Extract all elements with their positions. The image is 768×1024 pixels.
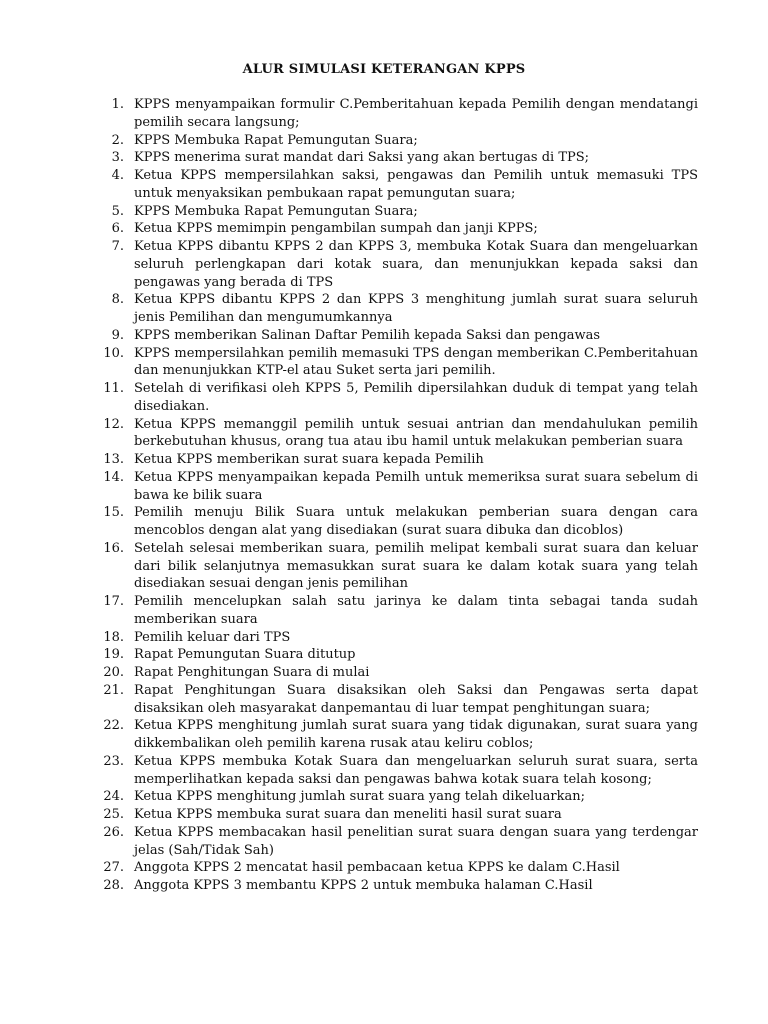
list-item-number: 11. bbox=[103, 381, 124, 396]
list-item bbox=[88, 416, 698, 452]
list-item bbox=[88, 327, 698, 345]
list-item bbox=[88, 877, 698, 895]
list-item bbox=[88, 96, 698, 132]
list-item-text: KPPS Membuka Rapat Pemungutan Suara; bbox=[134, 203, 418, 219]
list-item bbox=[88, 646, 698, 664]
list-item-text: Ketua KPPS memimpin pengambilan sumpah dan janji KPPS; bbox=[134, 221, 538, 237]
list-item-text: Ketua KPPS dibantu KPPS 2 dan KPPS 3, membuka Kotak Suara dan mengeluarkan seluruh perlengkapan dari kotak suara, dan menunjukkan kepada saksi dan pengawas yang berada di TPS bbox=[134, 239, 698, 290]
list-item bbox=[88, 220, 698, 238]
list-item bbox=[88, 806, 698, 824]
list-item-text: Ketua KPPS membuka surat suara dan meneliti hasil surat suara bbox=[134, 807, 562, 822]
list-item-number: 12. bbox=[103, 416, 124, 432]
list-item bbox=[88, 167, 698, 203]
list-item-number: 3. bbox=[111, 150, 124, 166]
list-item-number: 28. bbox=[103, 878, 124, 893]
list-item-text: Ketua KPPS dibantu KPPS 2 dan KPPS 3 menghitung jumlah surat suara seluruh jenis Pemilihan dan mengumumkannya bbox=[134, 292, 698, 325]
list-item-text: Ketua KPPS membacakan hasil penelitian surat suara dengan suara yang terdengar jelas (Sah/Tidak Sah) bbox=[134, 824, 698, 858]
list-item-number: 1. bbox=[111, 97, 124, 112]
list-item-text: KPPS menyampaikan formulir C.Pemberitahuan kepada Pemilih dengan mendatangi pemilih secara langsung; bbox=[134, 97, 698, 130]
list-item bbox=[88, 717, 698, 753]
list-item-text: Rapat Penghitungan Suara di mulai bbox=[134, 665, 370, 680]
list-item-text: Anggota KPPS 3 membantu KPPS 2 untuk membuka halaman C.Hasil bbox=[134, 878, 593, 893]
list-item bbox=[88, 788, 698, 806]
list-item-number: 18. bbox=[103, 629, 124, 645]
list-item bbox=[88, 504, 698, 540]
list-item-text: Ketua KPPS menghitung jumlah surat suara yang telah dikeluarkan; bbox=[134, 789, 586, 805]
list-item-text: Setelah di verifikasi oleh KPPS 5, Pemilih dipersilahkan duduk di tempat yang telah disediakan. bbox=[134, 381, 698, 414]
list-item-number: 8. bbox=[111, 292, 124, 308]
list-item-number: 23. bbox=[103, 753, 124, 769]
list-item-text: KPPS menerima surat mandat dari Saksi yang akan bertugas di TPS; bbox=[134, 150, 590, 166]
list-item-number: 14. bbox=[103, 469, 124, 485]
list-item-number: 10. bbox=[103, 345, 124, 361]
list-item-text: Ketua KPPS membuka Kotak Suara dan mengeluarkan seluruh surat suara, serta memperlihatkan kepada saksi dan pengawas bahwa kotak suara telah kosong; bbox=[134, 753, 698, 787]
list-item-number: 20. bbox=[103, 665, 124, 680]
list-item-text: Ketua KPPS mempersilahkan saksi, pengawas dan Pemilih untuk memasuki TPS untuk menyaksikan pembukaan rapat pemungutan suara; bbox=[134, 168, 698, 201]
list-item bbox=[88, 664, 698, 682]
list-item-text: Setelah selesai memberikan suara, pemilih melipat kembali surat suara dan keluar dari bilik selanjutnya memasukkan surat suara ke dalam kotak suara yang telah disediakan sesuai dengan jenis pemilihan bbox=[134, 540, 698, 592]
list-item bbox=[88, 451, 698, 469]
list-item-text: Pemilih menuju Bilik Suara untuk melakukan pemberian suara dengan cara mencoblos dengan alat yang disediakan (surat suara dibuka dan dicoblos) bbox=[134, 505, 698, 538]
list-item-text: KPPS memberikan Salinan Daftar Pemilih kepada Saksi dan pengawas bbox=[134, 327, 601, 343]
list-item-number: 4. bbox=[111, 168, 124, 183]
list-item bbox=[88, 345, 698, 381]
list-item-number: 6. bbox=[111, 221, 124, 237]
list-item-number: 22. bbox=[103, 718, 124, 734]
list-item-number: 7. bbox=[111, 239, 124, 254]
list-item bbox=[88, 682, 698, 718]
list-item-number: 27. bbox=[103, 860, 124, 876]
list-item bbox=[88, 132, 698, 150]
list-item-number: 25. bbox=[103, 807, 124, 822]
list-item-text: Rapat Pemungutan Suara ditutup bbox=[134, 647, 356, 663]
list-item bbox=[88, 629, 698, 647]
list-item-number: 2. bbox=[111, 132, 124, 148]
list-item-number: 9. bbox=[111, 327, 124, 343]
list-item-number: 19. bbox=[103, 647, 124, 663]
list-item bbox=[88, 753, 698, 789]
list-item bbox=[88, 149, 698, 167]
list-item-number: 24. bbox=[103, 789, 124, 805]
list-item-text: KPPS Membuka Rapat Pemungutan Suara; bbox=[134, 132, 418, 148]
list-item bbox=[88, 540, 698, 593]
list-item bbox=[88, 380, 698, 416]
list-item-text: KPPS mempersilahkan pemilih memasuki TPS dengan memberikan C.Pemberitahuan dan menunjukkan KTP-el atau Suket serta jari pemilih. bbox=[134, 345, 698, 379]
list-item bbox=[88, 238, 698, 291]
list-item bbox=[88, 203, 698, 221]
list-item-text: Rapat Penghitungan Suara disaksikan oleh Saksi dan Pengawas serta dapat disaksikan oleh masyarakat danpemantau di luar tempat penghitungan suara; bbox=[134, 682, 698, 716]
list-item-number: 26. bbox=[103, 824, 124, 840]
list-item-number: 13. bbox=[103, 452, 124, 467]
list-item-number: 5. bbox=[111, 203, 124, 219]
list-item bbox=[88, 593, 698, 629]
list-item-text: Anggota KPPS 2 mencatat hasil pembacaan ketua KPPS ke dalam C.Hasil bbox=[134, 860, 620, 876]
list-item bbox=[88, 859, 698, 877]
list-item-text: Pemilih mencelupkan salah satu jarinya ke dalam tinta sebagai tanda sudah memberikan suara bbox=[134, 594, 698, 627]
list-item-number: 15. bbox=[103, 505, 124, 521]
list-item bbox=[88, 824, 698, 860]
list-item-text: Ketua KPPS memberikan surat suara kepada Pemilih bbox=[134, 452, 484, 467]
list-item bbox=[88, 469, 698, 505]
list-item-number: 17. bbox=[103, 594, 124, 609]
list-item-number: 16. bbox=[103, 540, 124, 556]
list-item-text: Ketua KPPS memanggil pemilih untuk sesuai antrian dan mendahulukan pemilih berkebutuhan khusus, orang tua atau ibu hamil untuk melakukan pemberian suara bbox=[134, 416, 698, 450]
list-item bbox=[88, 291, 698, 327]
document-title: ALUR SIMULASI KETERANGAN KPPS bbox=[242, 62, 526, 77]
list-item-text: Ketua KPPS menyampaikan kepada Pemilh untuk memeriksa surat suara sebelum di bawa ke bilik suara bbox=[134, 469, 698, 503]
steps-list bbox=[88, 96, 698, 895]
list-item-text: Pemilih keluar dari TPS bbox=[134, 629, 291, 645]
list-item-text: Ketua KPPS menghitung jumlah surat suara yang tidak digunakan, surat suara yang dikkembalikan oleh pemilih karena rusak atau keliru coblos; bbox=[134, 718, 698, 751]
list-item-number: 21. bbox=[103, 682, 124, 698]
